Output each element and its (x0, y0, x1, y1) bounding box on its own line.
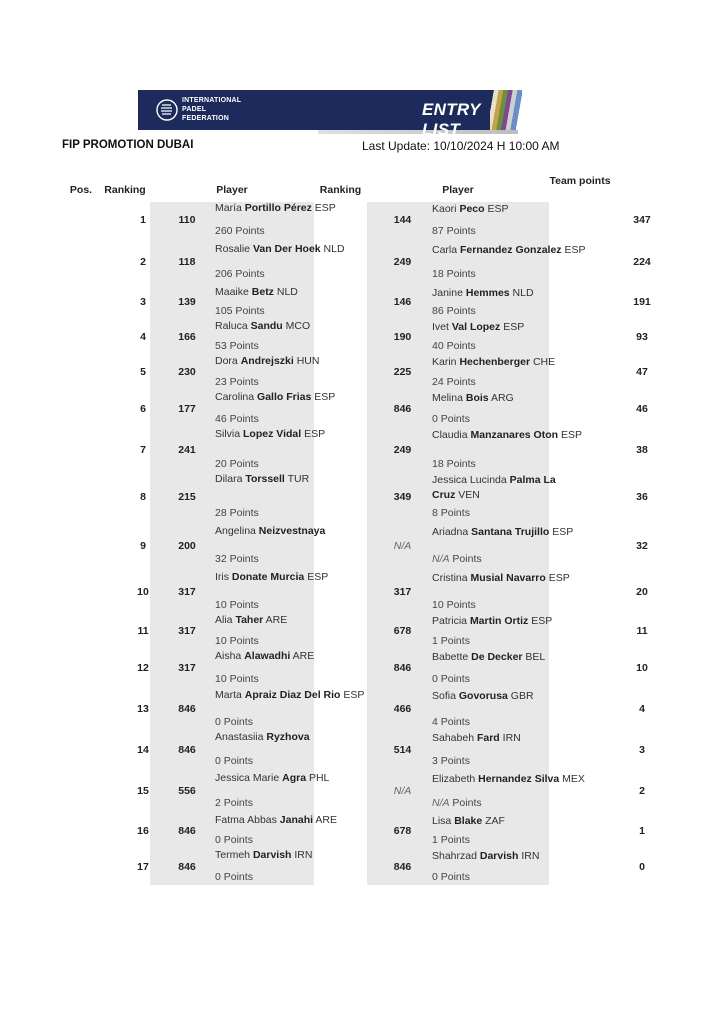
player2-first-name: Elizabeth (432, 773, 479, 785)
player1-ranking: 846 (178, 825, 196, 837)
player2-first-name: Ivet (432, 321, 452, 333)
player2-points: 40 Points (432, 340, 476, 352)
player2-first-name: Cristina (432, 572, 471, 584)
player2-name (432, 772, 585, 787)
player2-last-name: Santana Trujillo (471, 526, 550, 538)
player2-first-name: Karin (432, 356, 460, 368)
player1-nationality: ESP (340, 689, 365, 701)
player2-nationality: ZAF (482, 815, 505, 827)
player1-points: 0 Points (215, 755, 253, 767)
player2-first-name: Kaori (432, 203, 460, 215)
player2-name (432, 849, 539, 864)
player2-nationality: BEL (522, 651, 546, 663)
team-points: 10 (636, 662, 648, 674)
team-points: 4 (639, 703, 645, 715)
player2-ranking: 514 (393, 744, 412, 756)
player2-ranking: 466 (393, 703, 412, 715)
player2-points: 3 Points (432, 755, 470, 767)
player1-points: 260 Points (215, 225, 265, 237)
player1-name (215, 202, 336, 214)
player1-last-name: Sandu (250, 320, 283, 332)
player1-points: 10 Points (215, 635, 259, 647)
row-position: 14 (137, 744, 149, 756)
player2-nationality: GBR (507, 690, 534, 702)
player2-nationality: ESP (558, 429, 582, 441)
player1-nationality: NLD (273, 286, 298, 298)
player2-points: 0 Points (432, 413, 470, 425)
team-points: 32 (636, 540, 648, 552)
player1-ranking: 200 (178, 540, 196, 552)
player2-last-name: Fernandez Gonzalez (460, 244, 562, 256)
player2-nationality: ESP (549, 526, 574, 538)
player2-nationality: ESP (561, 244, 586, 256)
player2-ranking: N/A (393, 785, 412, 797)
player2-points: 18 Points (432, 268, 476, 280)
player2-name (432, 428, 582, 443)
player2-ranking: 678 (393, 825, 412, 837)
player2-ranking: 249 (393, 256, 412, 268)
row-position: 6 (140, 403, 146, 415)
player2-nationality: IRN (518, 850, 540, 862)
player1-points: 105 Points (215, 305, 265, 317)
player2-nationality: MEX (559, 773, 585, 785)
player1-nationality: NLD (320, 243, 345, 255)
player2-ranking: 249 (393, 444, 412, 456)
player1-nationality: ESP (311, 391, 336, 403)
header-player-2: Player (442, 184, 474, 196)
player1-first-name: Raluca (215, 320, 251, 332)
player1-points: 10 Points (215, 599, 259, 611)
player2-last-name: Manzanares Oton (470, 429, 559, 441)
player2-nationality: ESP (528, 615, 553, 627)
player1-last-name: Donate Murcia (231, 571, 305, 583)
player2-last-name: Darvish (479, 850, 519, 862)
player1-last-name: Neizvestnaya (258, 525, 326, 537)
entry-list-banner (138, 90, 522, 139)
player1-name (215, 525, 325, 537)
team-points: 0 (639, 861, 645, 873)
player2-nationality: ESP (484, 203, 509, 215)
player1-nationality: ESP (301, 428, 326, 440)
player1-ranking: 317 (178, 625, 196, 637)
header-player-1: Player (216, 184, 248, 196)
player2-ranking: 146 (393, 296, 412, 308)
player1-points: 53 Points (215, 340, 259, 352)
player1-last-name: Apraiz Diaz Del Rio (244, 689, 341, 701)
player1-points: 2 Points (215, 797, 253, 809)
player2-name (432, 202, 508, 217)
player1-last-name: Portillo Pérez (244, 202, 312, 214)
player2-points: 18 Points (432, 458, 476, 470)
player2-ranking: 678 (393, 625, 412, 637)
row-position: 11 (137, 625, 149, 637)
player2-last-name: De Decker (471, 651, 523, 663)
player1-first-name: Termeh (215, 849, 253, 861)
player1-ranking: 846 (178, 703, 196, 715)
player1-points: 23 Points (215, 376, 259, 388)
player2-ranking: 225 (393, 366, 412, 378)
team-points: 46 (636, 403, 648, 415)
player2-points: N/A Points (432, 797, 482, 809)
player1-first-name: Marta (215, 689, 245, 701)
player1-points: 10 Points (215, 673, 259, 685)
player2-points: 1 Points (432, 834, 470, 846)
player1-ranking: 317 (178, 586, 196, 598)
player2-name (432, 243, 585, 258)
player1-ranking: 556 (178, 785, 196, 797)
header-ranking-2: Ranking (319, 184, 362, 196)
player1-last-name: Lopez Vidal (243, 428, 302, 440)
player2-last-name: Fard (476, 732, 500, 744)
player2-nationality: VEN (455, 489, 480, 501)
player1-first-name: Angelina (215, 525, 259, 537)
player2-ranking: 190 (393, 331, 412, 343)
row-position: 15 (137, 785, 149, 797)
player1-last-name: Van Der Hoek (252, 243, 321, 255)
player2-last-name: Palma La (509, 474, 556, 486)
player2-points: 8 Points (432, 507, 470, 519)
row-position: 16 (137, 825, 149, 837)
player1-first-name: Fatma Abbas (215, 814, 280, 826)
federation-logo-text: INTERNATIONAL PADEL FEDERATION (182, 97, 242, 122)
player2-points: 87 Points (432, 225, 476, 237)
player1-last-name: Darvish (252, 849, 292, 861)
player2-last-name: Martin Ortiz (469, 615, 529, 627)
player2-last-name: Hemmes (465, 287, 510, 299)
team-points: 93 (636, 331, 648, 343)
player2-name (432, 391, 514, 406)
player1-name (215, 320, 310, 332)
row-position: 12 (137, 662, 149, 674)
player1-first-name: Jessica Marie (215, 772, 283, 784)
player1-ranking: 177 (178, 403, 196, 415)
team-points: 347 (633, 214, 651, 226)
player2-points: 24 Points (432, 376, 476, 388)
player2-ranking: 846 (393, 662, 412, 674)
player2-points: 4 Points (432, 716, 470, 728)
player1-points: 0 Points (215, 716, 253, 728)
player2-last-name: Peco (459, 203, 485, 215)
player2-points: 86 Points (432, 305, 476, 317)
header-team-points: Team points (549, 175, 611, 187)
player2-nationality: NLD (509, 287, 534, 299)
player1-name (215, 614, 287, 626)
row-position: 2 (140, 256, 146, 268)
player1-first-name: Carolina (215, 391, 258, 403)
player1-last-name: Alawadhi (244, 650, 291, 662)
player1-points: 206 Points (215, 268, 265, 280)
row-position: 8 (140, 491, 146, 503)
player2-name (432, 814, 505, 829)
player2-first-name: Babette (432, 651, 472, 663)
tournament-name: FIP PROMOTION DUBAI (62, 139, 194, 151)
player1-last-name: Betz (251, 286, 274, 298)
player1-name (215, 428, 325, 440)
player1-name (215, 689, 364, 701)
player2-nationality: ESP (545, 572, 570, 584)
player2-first-name: Lisa (432, 815, 455, 827)
player1-first-name: Rosalie (215, 243, 253, 255)
row-position: 5 (140, 366, 146, 378)
team-points: 191 (633, 296, 651, 308)
player2-last-name: Govorusa (458, 690, 508, 702)
player2-points: 0 Points (432, 871, 470, 883)
player2-name (432, 650, 545, 665)
player2-nationality: ESP (500, 321, 525, 333)
player2-name (432, 473, 556, 503)
header-pos: Pos. (69, 184, 93, 196)
row-position: 13 (137, 703, 149, 715)
row-position: 7 (140, 444, 146, 456)
row-position: 3 (140, 296, 146, 308)
player2-nationality: IRN (499, 732, 521, 744)
player2-name (432, 355, 555, 370)
player1-name (215, 391, 335, 403)
player2-last-name: Val Lopez (451, 321, 501, 333)
player2-last-name: Blake (454, 815, 483, 827)
player2-first-name: Janine (432, 287, 466, 299)
row-position: 1 (140, 214, 146, 226)
player1-name (215, 650, 314, 662)
player2-name (432, 731, 521, 746)
player1-last-name: Andrejszki (240, 355, 294, 367)
banner-title: ENTRY LIST (422, 100, 481, 139)
player2-first-name: Jessica Lucinda (432, 474, 510, 486)
player2-points-na: N/A (432, 553, 450, 565)
player1-nationality: ARE (290, 650, 315, 662)
team-points: 38 (636, 444, 648, 456)
player2-last-name-cont: Cruz (432, 489, 456, 501)
player2-ranking: 846 (393, 403, 412, 415)
player2-first-name: Melina (432, 392, 466, 404)
player2-last-name: Hernandez Silva (478, 773, 560, 785)
player1-nationality: HUN (293, 355, 320, 367)
player1-ranking: 118 (178, 256, 196, 268)
player1-first-name: Anastasiia (215, 731, 267, 743)
player1-first-name: Maaike (215, 286, 252, 298)
player1-nationality: PHL (306, 772, 330, 784)
player1-name (215, 772, 329, 784)
team-points: 47 (636, 366, 648, 378)
player1-nationality: TUR (284, 473, 310, 485)
player1-points: 20 Points (215, 458, 259, 470)
player1-ranking: 139 (178, 296, 196, 308)
player2-last-name: Bois (465, 392, 489, 404)
team-points: 224 (633, 256, 651, 268)
team-points: 11 (636, 625, 648, 637)
player1-nationality: ESP (311, 202, 336, 214)
player2-first-name: Carla (432, 244, 461, 256)
player1-ranking: 846 (178, 861, 196, 873)
player2-nationality: CHE (530, 356, 556, 368)
player1-ranking: 110 (178, 214, 196, 226)
player2-name (432, 689, 534, 704)
player1-first-name: Silvia (215, 428, 244, 440)
player2-ranking: 144 (393, 214, 412, 226)
player1-points: 0 Points (215, 834, 253, 846)
row-position: 17 (137, 861, 149, 873)
player1-ranking: 241 (178, 444, 196, 456)
player2-points: N/A Points (432, 553, 482, 565)
player1-first-name: María (215, 202, 245, 214)
player2-nationality: ARG (488, 392, 514, 404)
player2-first-name: Claudia (432, 429, 471, 441)
federation-logo-icon (156, 98, 178, 122)
player2-points-na: N/A (432, 797, 450, 809)
player2-points: 0 Points (432, 673, 470, 685)
player1-points: 0 Points (215, 871, 253, 883)
player1-name (215, 731, 310, 743)
player1-ranking: 166 (178, 331, 196, 343)
player2-name (432, 571, 570, 586)
player2-points: 10 Points (432, 599, 476, 611)
player1-name (215, 243, 345, 255)
player2-first-name: Patricia (432, 615, 470, 627)
player1-first-name: Aisha (215, 650, 245, 662)
team-points: 36 (636, 491, 648, 503)
player1-ranking: 317 (178, 662, 196, 674)
player1-nationality: IRN (291, 849, 313, 861)
player2-name (432, 614, 552, 629)
player1-nationality: ESP (304, 571, 329, 583)
player1-ranking: 215 (178, 491, 196, 503)
player1-nationality: MCO (282, 320, 311, 332)
player2-last-name: Hechenberger (459, 356, 531, 368)
row-position: 4 (140, 331, 146, 343)
player1-points: 28 Points (215, 507, 259, 519)
player1-name (215, 849, 312, 861)
player1-points: 46 Points (215, 413, 259, 425)
player1-last-name: Torssell (245, 473, 285, 485)
player2-first-name: Ariadna (432, 526, 472, 538)
player1-points: 32 Points (215, 553, 259, 565)
player1-ranking: 846 (178, 744, 196, 756)
player2-points: 1 Points (432, 635, 470, 647)
player1-name (215, 286, 298, 298)
team-points: 2 (639, 785, 645, 797)
player1-nationality: ARE (313, 814, 337, 826)
player1-last-name: Janahi (279, 814, 314, 826)
player1-name (215, 473, 309, 485)
player2-first-name: Shahrzad (432, 850, 480, 862)
player2-ranking: N/A (393, 540, 412, 552)
player1-last-name: Taher (235, 614, 264, 626)
header-ranking-1: Ranking (104, 184, 146, 196)
player1-name (215, 571, 328, 583)
player2-last-name: Musial Navarro (470, 572, 546, 584)
player2-name (432, 320, 524, 335)
row-position: 9 (140, 540, 146, 552)
row-position: 10 (137, 586, 149, 598)
team-points: 3 (639, 744, 645, 756)
player2-first-name: Sofia (432, 690, 459, 702)
player1-first-name: Iris (215, 571, 232, 583)
player1-ranking: 230 (178, 366, 196, 378)
player1-name (215, 355, 319, 367)
player2-ranking: 349 (393, 491, 412, 503)
player1-first-name: Dora (215, 355, 241, 367)
player1-name (215, 814, 337, 826)
last-update: Last Update: 10/10/2024 H 10:00 AM (362, 139, 560, 153)
player1-last-name: Gallo Frias (257, 391, 312, 403)
team-points: 1 (639, 825, 645, 837)
player2-ranking: 846 (393, 861, 412, 873)
player2-first-name: Sahabeh (432, 732, 477, 744)
player2-name (432, 286, 534, 301)
player2-name (432, 525, 573, 540)
player1-last-name: Agra (282, 772, 307, 784)
team-points: 20 (636, 586, 648, 598)
player1-nationality: ARE (263, 614, 288, 626)
player1-first-name: Alia (215, 614, 236, 626)
player1-first-name: Dilara (215, 473, 246, 485)
player2-ranking: 317 (393, 586, 412, 598)
player1-last-name: Ryzhova (266, 731, 310, 743)
